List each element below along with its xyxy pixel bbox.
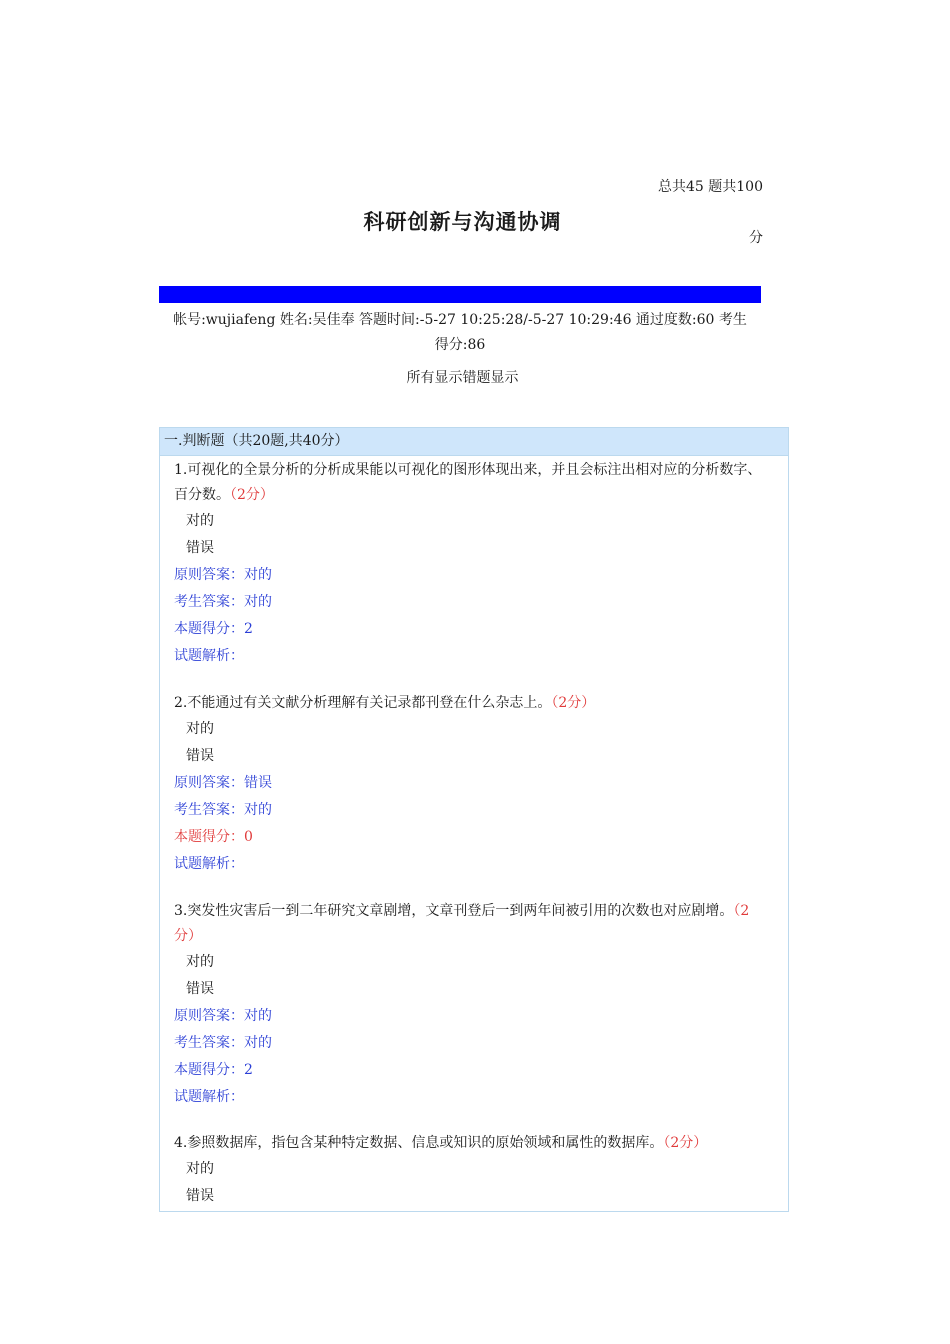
standard-answer-value: 对的 <box>244 567 272 583</box>
question-text <box>174 899 788 949</box>
question-text-line: 4.参照数据库，指包含某种特定数据、信息或知识的原始领域和属性的数据库。 <box>174 1135 664 1151</box>
filter-links <box>0 367 925 387</box>
option-false[interactable]: 错误 <box>186 981 214 997</box>
student-answer-value: 对的 <box>244 594 272 610</box>
question-text <box>174 691 788 716</box>
student-answer: 考生答案：对的 <box>174 594 272 610</box>
question-points: 分） <box>174 928 202 944</box>
standard-answer: 原则答案：对的 <box>174 567 272 583</box>
question-text <box>174 1131 788 1156</box>
question-score-value: 2 <box>244 1062 253 1078</box>
standard-answer: 原则答案：错误 <box>174 775 272 791</box>
exam-info-line1: 帐号:wujiafeng 姓名:吴佳奉 答题时间:-5-27 10:25:28/-5-27 10:29:46 通过度数:60 考生 <box>173 312 747 328</box>
question-score-value: 2 <box>244 621 253 637</box>
standard-answer-value: 对的 <box>244 1008 272 1024</box>
question-points: （2 <box>733 903 750 919</box>
option-false[interactable]: 错误 <box>186 748 214 764</box>
question-score: 本题得分：2 <box>174 621 253 637</box>
question-points: （2分） <box>551 695 596 711</box>
student-answer-value: 对的 <box>244 802 272 818</box>
question-text-line: 3.突发性灾害后一到二年研究文章剧增，文章刊登后一到两年间被引用的次数也对应剧增。 <box>174 903 734 919</box>
question-score-value: 0 <box>244 829 253 845</box>
question-text-line: 2.不能通过有关文献分析理解有关记录都刊登在什么杂志上。 <box>174 695 552 711</box>
question-points: （2分） <box>663 1135 708 1151</box>
section-header: 一.判断题（共20题,共40分） <box>160 428 788 456</box>
option-true[interactable]: 对的 <box>186 513 214 529</box>
standard-answer: 原则答案：对的 <box>174 1008 272 1024</box>
question-3 <box>174 899 788 1111</box>
exam-summary: 总共45 题共100 <box>658 179 763 195</box>
question-text-line: 1.可视化的全景分析的分析成果能以可视化的图形体现出来，并且会标注出相对应的分析数字、 <box>174 462 762 478</box>
question-1 <box>174 458 788 670</box>
question-analysis: 试题解析： <box>174 648 244 664</box>
question-score: 本题得分：2 <box>174 1062 253 1078</box>
exam-summary-unit: 分 <box>749 230 763 246</box>
page-title: 科研创新与沟通协调 <box>363 210 562 234</box>
option-true[interactable]: 对的 <box>186 1161 214 1177</box>
student-answer: 考生答案：对的 <box>174 1035 272 1051</box>
question-4 <box>174 1131 788 1210</box>
student-answer-value: 对的 <box>244 1035 272 1051</box>
option-true[interactable]: 对的 <box>186 721 214 737</box>
student-answer: 考生答案：对的 <box>174 802 272 818</box>
question-text-line: 百分数。 <box>174 487 230 503</box>
question-2 <box>174 691 788 878</box>
show-all-link[interactable]: 所有显示 <box>406 370 463 386</box>
question-text <box>174 458 788 508</box>
option-true[interactable]: 对的 <box>186 954 214 970</box>
option-false[interactable]: 错误 <box>186 1188 214 1204</box>
standard-answer-value: 错误 <box>244 775 272 791</box>
exam-info-line2: 得分:86 <box>434 337 486 353</box>
header-bar <box>159 286 761 303</box>
question-score: 本题得分：0 <box>174 829 253 845</box>
option-false[interactable]: 错误 <box>186 540 214 556</box>
question-analysis: 试题解析： <box>174 856 244 872</box>
show-wrong-link[interactable]: 错题显示 <box>462 370 519 386</box>
question-analysis: 试题解析： <box>174 1089 244 1105</box>
question-section <box>159 427 789 1212</box>
question-points: （2分） <box>230 487 274 503</box>
exam-info <box>159 308 761 358</box>
